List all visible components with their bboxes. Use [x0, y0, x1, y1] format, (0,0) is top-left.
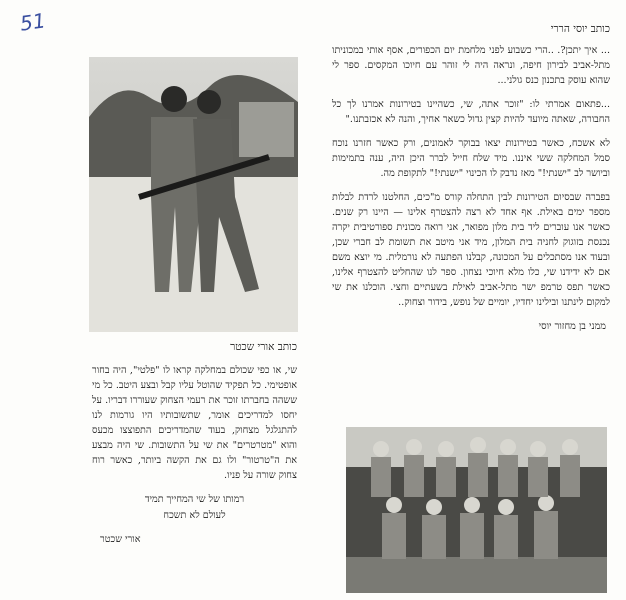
two-soldiers-photo	[89, 57, 298, 332]
right-paragraph: בפברה שבסיום הטירונות לבין התחלה קורס מ"כים, החלטנו לרדת לבלות מספר ימים באילת. אף אחד לא רצה להצטרף אלינו — היינו רק שנים. כאשר אנו עוברים ליד בית מלון מפואר, אני רואה מכונית ספורטיבית יקרה נכנסת בזוגוק לחניה בית המלון, מיד אני מיטב את תשומת לב חברי שכן, ובעוד אנו מסתכלים על המכונה, קבלנו הפתעה לא נורמלית. מי יוצא משם אם לא ידידנו שי, כלו מלא חיוכי נצחון. ספר לנו שהחליט להצטרף אלינו, כאשר תפס טרמפ ישר מתל-אביב לאילת בשעתיים וחצי. הוכלנו את שי למקום לינתנו ובילינו יחדיו, יומיים של נופש, בידור וצחוק..	[332, 192, 610, 308]
closing-lines	[92, 492, 297, 524]
closing-line: רמותו של שי המחייך תמיד	[144, 494, 245, 505]
left-article-byline: כותב אורי שכטר	[230, 341, 297, 353]
right-article-byline: כותב יוסי הררי	[550, 23, 610, 35]
right-paragraph: לא אשכח, כאשר בטירונות יצאו בבוקר לאמונים, ורק כאשר חזרנו נוכח סמל המחלקה ששי איננו. מיד שלח חייל לברר היכן היה, ענה בתמימות וביושר לב "ישנתי!" מאז נדבק לו הכינוי "ישנתי!" לתקופת מה.	[332, 138, 610, 179]
right-article-signature: ממני בן מחזור יוסי	[538, 321, 606, 332]
right-paragraph: ...פתאום אמרתי לו: "זוכר אתה, שי, כשהיינו בטירונות אמרנו לך כל החבורה, שאתה מיועד להיות קצין גדול כשאר אחיך, והנה לא אכזבתנו."	[332, 99, 610, 125]
right-article	[332, 22, 610, 334]
left-article	[92, 340, 297, 547]
page-number: 51	[18, 8, 47, 36]
left-paragraph: שי, או כפי שכולם במחלקה קראו לו "פלטי", היה בחור אופטימי. כל תפקיד שהוטל עליו קבל ובצע היטב. כל מי ששהה בחברתו זוכר את רעמי הצחוק שעוררו דבריו. על יחסו למדריכים אומר, שתשובותיו היו גורמות לנו להתגלגל מצחוק, בעוד שהמדריכים התפוצצו מכעס והוא "מטרטרים" את שי על התשובות. שי היה מבצע את ה"טרטור" ולו גם את הקשה ביותר, כאשר רוח צחוק שורה על פניו.	[92, 365, 297, 481]
left-article-signature: אורי שכטר	[100, 534, 141, 545]
right-paragraph: ... איך יתכן?. ..הרי כשבוע לפני מלחמת יום הכפורים, אסף אותי במכוניתו מתל-אביב לבירון חיפה, ונראה היה לי זוהר עם חיוכו המקסים. ספר לי שהוא עוסק בתכנון כנס גולני...	[332, 45, 610, 86]
group-soldiers-photo	[346, 427, 607, 593]
closing-line: לעולם לא תשכח	[163, 510, 226, 521]
